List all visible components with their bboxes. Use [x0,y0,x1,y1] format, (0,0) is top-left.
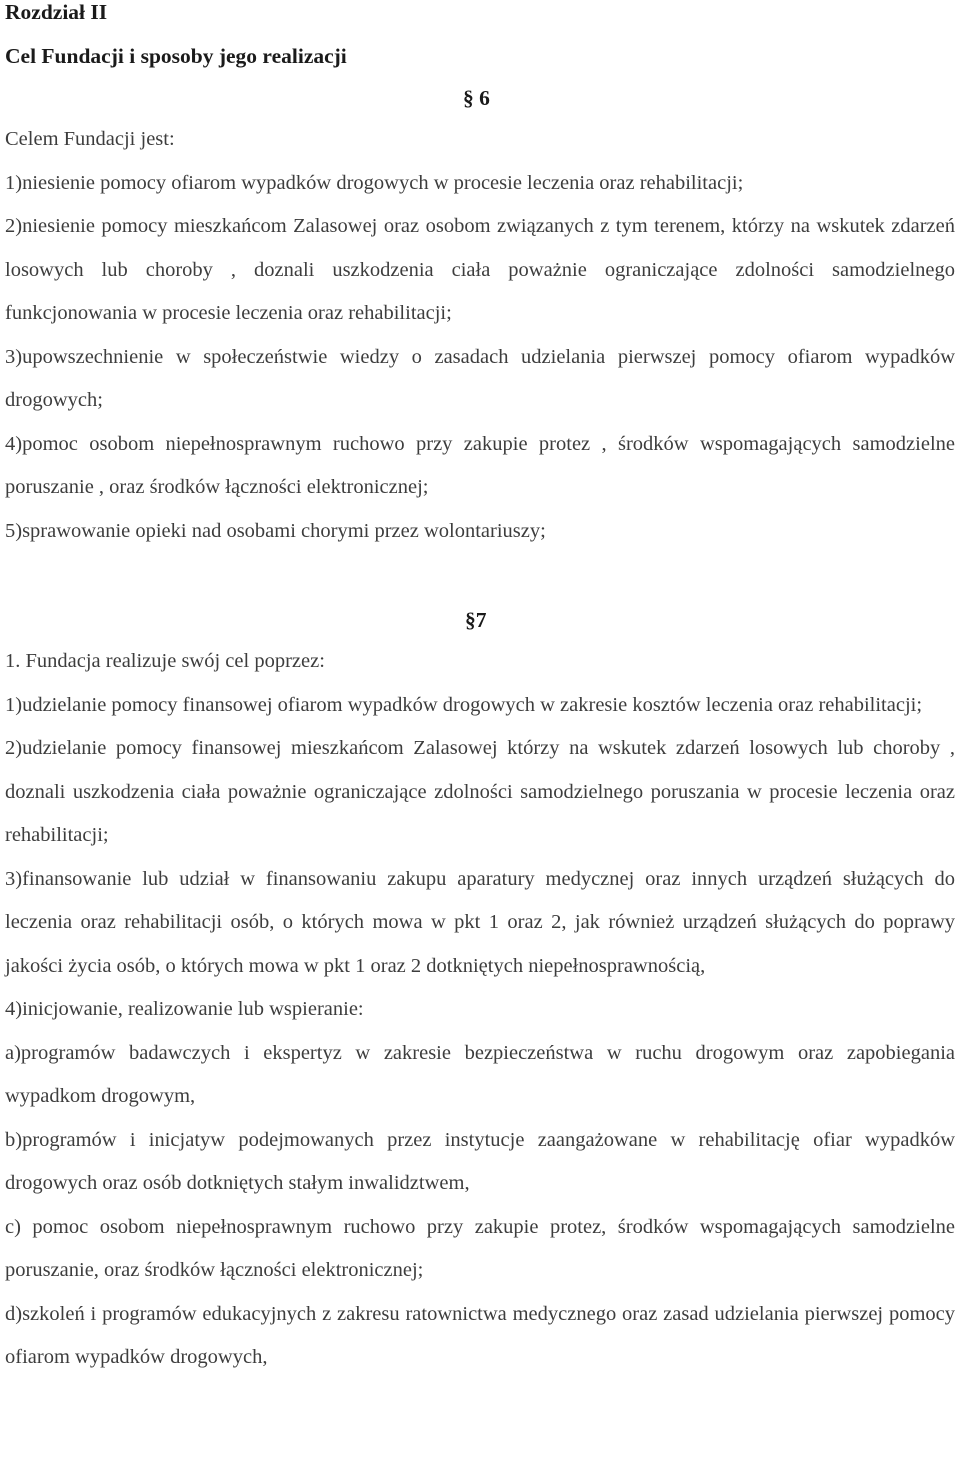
section-7-mark: §7 [465,608,487,632]
section-6-item-2: 2)niesienie pomocy mieszkańcom Zalasowej oraz osobom związanych z tym terenem, którzy na wskutek zdarzeń losowych lub choroby , doznali uszkodzenia ciała poważnie ograniczające zdolności samodzielnego funkcjonowania w procesie leczenia oraz rehabilitacji; [5,215,955,324]
chapter-title: Cel Fundacji i sposoby jego realizacji [5,44,347,68]
section-7-body [5,640,955,1380]
section-7-item-3: 3)finansowanie lub udział w finansowaniu zakupu aparatury medycznej oraz innych urządzeń służących do leczenia oraz rehabilitacji osób, o których mowa w pkt 1 oraz 2, jak również urządzeń służących do poprawy jakości życia osób, o których mowa w pkt 1 oraz 2 dotkniętych niepełnosprawnością, [5,867,955,977]
section-7-item-b: b)programów i inicjatyw podejmowanych przez instytucje zaangażowane w rehabilitację ofiar wypadków drogowych oraz osób dotkniętych stałym inwalidztwem, [5,1128,955,1194]
section-7-item-4: 4)inicjowanie, realizowanie lub wspieranie: [5,998,364,1020]
section-6-item-1: 1)niesienie pomocy ofiarom wypadków drogowych w procesie leczenia oraz rehabilitacji; [5,171,744,194]
section-7-item-d: d)szkoleń i programów edukacyjnych z zakresu ratownictwa medycznego oraz zasad udzielania pierwszej pomocy ofiarom wypadków drogowych, [5,1302,955,1368]
section-7-item-1: 1)udzielanie pomocy finansowej ofiarom wypadków drogowych w zakresie kosztów leczenia oraz rehabilitacji; [5,693,923,716]
section-6-item-3: 3)upowszechnienie w społeczeństwie wiedzy o zasadach udzielania pierwszej pomocy ofiarom wypadków drogowych; [5,345,955,411]
section-6-body [5,118,955,553]
document-page [5,0,955,1368]
section-7-item-2: 2)udzielanie pomocy finansowej mieszkańcom Zalasowej którzy na wskutek zdarzeń losowych lub choroby , doznali uszkodzenia ciała poważnie ograniczające zdolności samodzielnego poruszania w procesie leczenia oraz rehabilitacji; [5,737,955,846]
section-6-mark: § 6 [463,86,490,110]
section-6-item-4: 4)pomoc osobom niepełnosprawnym ruchowo przy zakupie protez , środków wspomagających samodzielne poruszanie , oraz środków łączności elektronicznej; [5,432,955,498]
section-6-item-5: 5)sprawowanie opieki nad osobami chorymi przez wolontariuszy; [5,519,546,542]
section-7-item-c: c) pomoc osobom niepełnosprawnym ruchowo przy zakupie protez, środków wspomagających samodzielne poruszanie, oraz środków łączności elektronicznej; [5,1215,955,1281]
section-6-intro: Celem Fundacji jest: [5,128,175,150]
section-7-item-a: a)programów badawczych i ekspertyz w zakresie bezpieczeństwa w ruchu drogowym oraz zapobiegania wypadkom drogowym, [5,1041,955,1107]
section-7-intro: 1. Fundacja realizuje swój cel poprzez: [5,650,325,672]
chapter-number: Rozdział II [5,0,108,24]
